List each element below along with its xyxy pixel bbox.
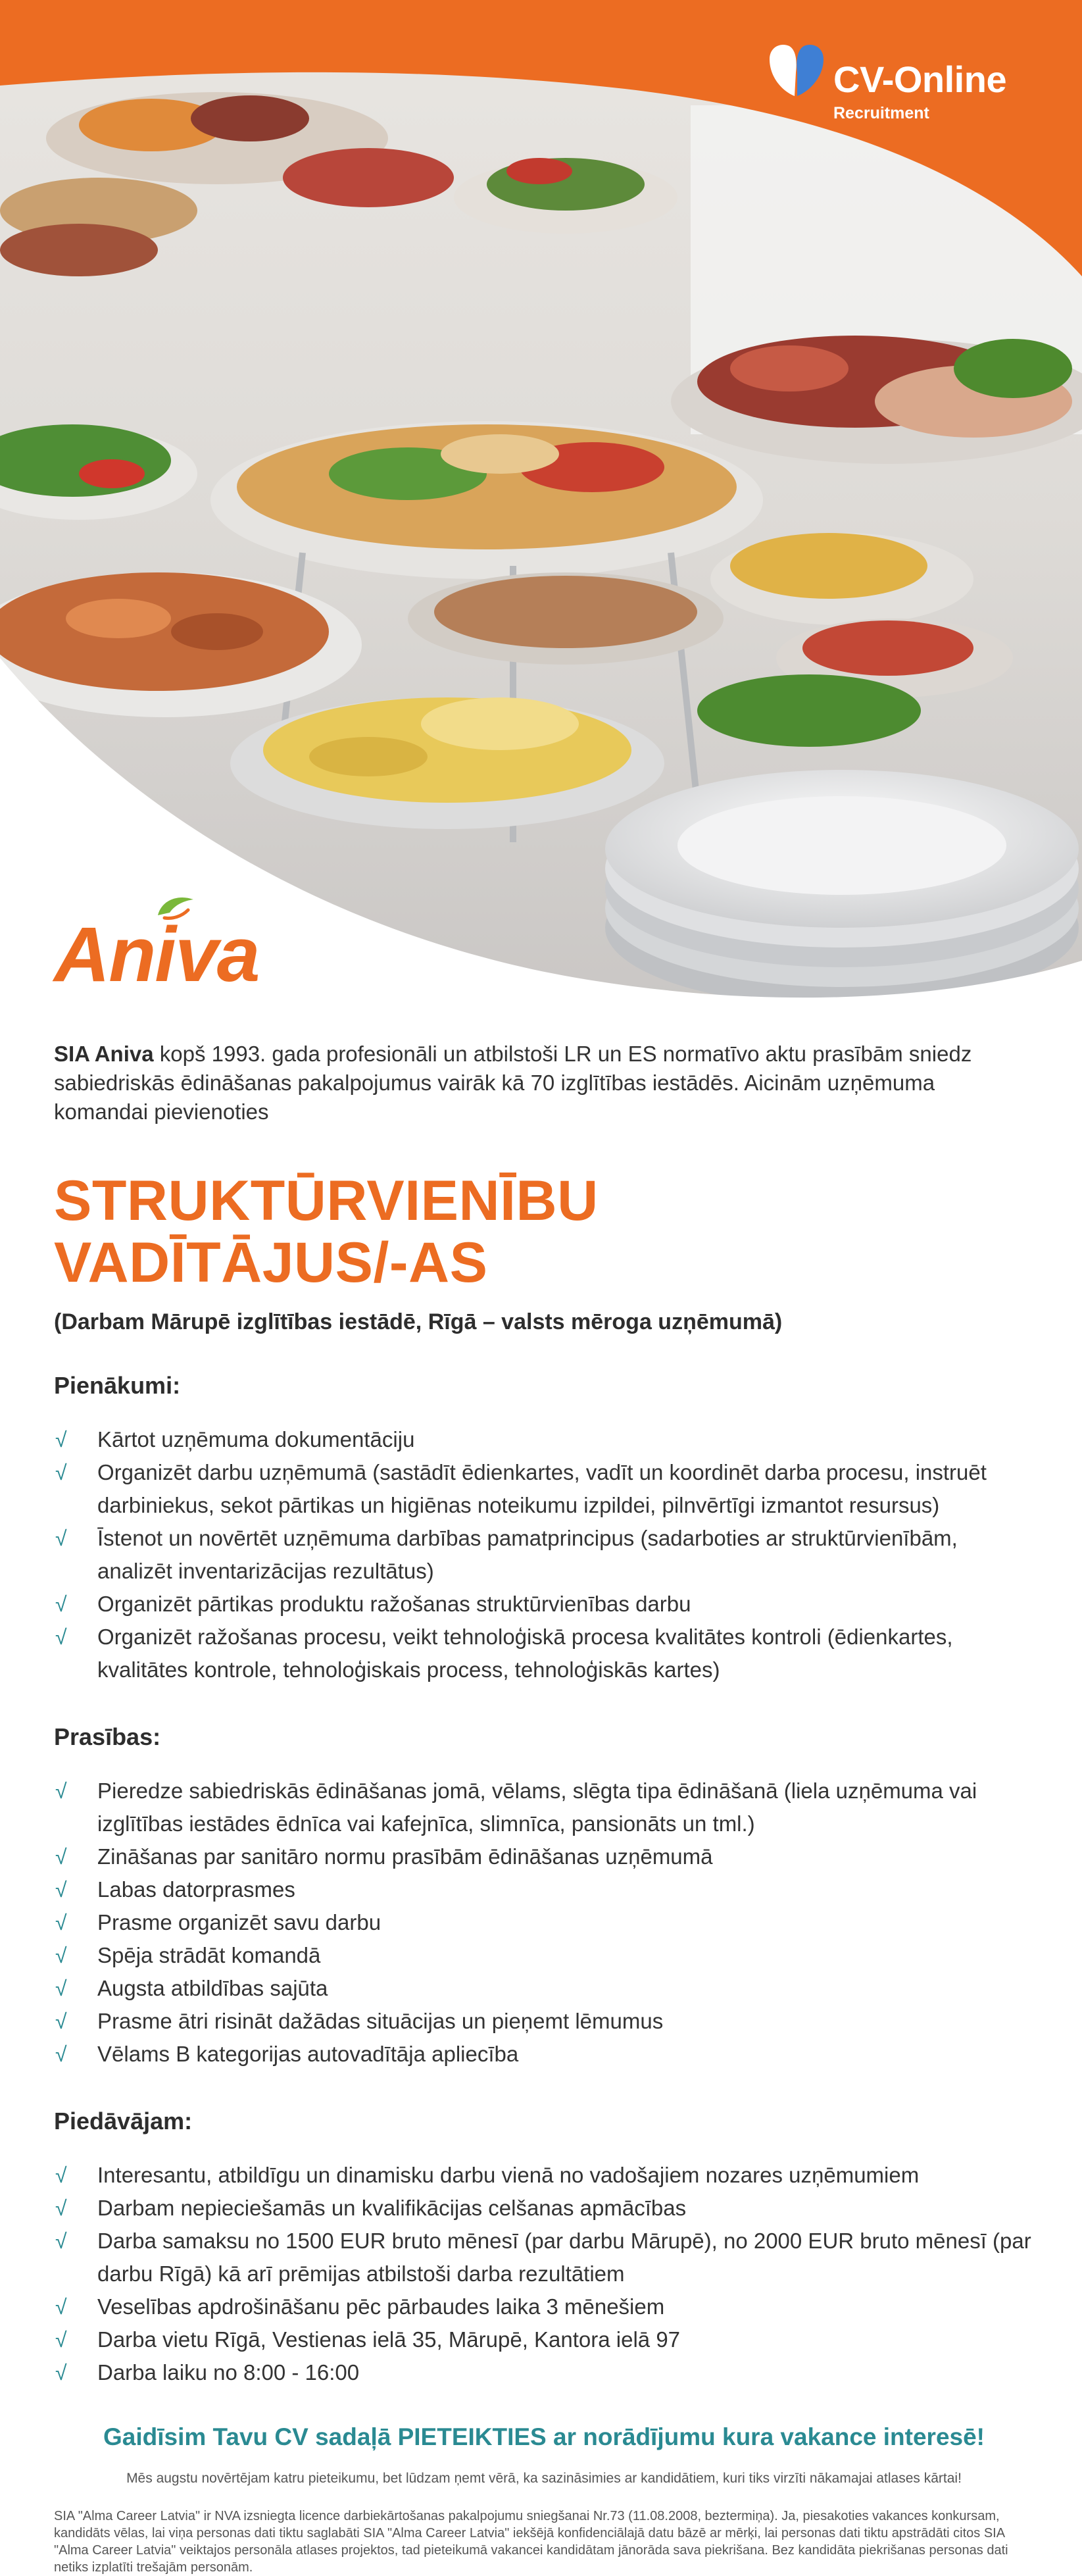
company-intro xyxy=(54,1040,1034,1126)
check-icon: √ xyxy=(55,1977,67,2000)
brand-subtitle: Recruitment xyxy=(833,104,929,122)
check-icon: √ xyxy=(55,2009,67,2033)
requirements-list xyxy=(54,1775,1034,2071)
requirements-heading: Prasības: xyxy=(54,1723,161,1750)
list-item: √ Darba samaksu no 1500 EUR bruto mēnesī (par darbu Mārupē), no 2000 EUR bruto mēnesī (par darbu Rīgā) kā arī prēmijas atbilstoši darba rezultātiem xyxy=(54,2225,1034,2290)
list-item: √ Vēlams B kategorijas autovadītāja apliecība xyxy=(54,2038,1034,2071)
duties-heading: Pienākumi: xyxy=(54,1372,181,1399)
apply-call-to-action: Gaidīsim Tavu CV sadaļā PIETEIKTIES ar norādījumu kura vakance interesē! xyxy=(103,2423,985,2450)
job-location-subtitle: (Darbam Mārupē izglītības iestādē, Rīgā – valsts mēroga uzņēmumā) xyxy=(54,1309,783,1334)
company-name: SIA Aniva xyxy=(54,1042,154,1066)
check-icon: √ xyxy=(55,2361,67,2385)
check-icon: √ xyxy=(55,1878,67,1902)
list-item: √ Veselības apdrošināšanu pēc pārbaudes laika 3 mēnešiem xyxy=(54,2290,1034,2323)
job-title-line-2: VADĪTĀJUS/-AS xyxy=(54,1231,488,1294)
list-item: √ Kārtot uzņēmuma dokumentāciju xyxy=(54,1423,1034,1456)
selection-note: Mēs augstu novērtējam katru pieteikumu, bet lūdzam ņemt vērā, ka sazināsimies ar kandidātiem, kuri tiks virzīti nākamajai atlases kārtai! xyxy=(126,2471,962,2486)
list-item: √ Organizēt darbu uzņēmumā (sastādīt ēdienkartes, vadīt un koordinēt darba procesu, instruēt darbiniekus, sekot pārtikas un higiēnas noteikumu izpildei, pilnvērtīgi izmantot resursus) xyxy=(54,1456,1034,1522)
offer-list xyxy=(54,2159,1034,2389)
catering-buffet-photo xyxy=(0,0,1082,1026)
list-item: √ Pieredze sabiedriskās ēdināšanas jomā, vēlams, slēgta tipa ēdināšanā (liela uzņēmuma vai izglītības iestādes ēdnīca vai kafejnīca, slimnīca, pansionāts un tml.) xyxy=(54,1775,1034,1840)
check-icon: √ xyxy=(55,2295,67,2319)
list-item: √ Darbam nepieciešamās un kvalifikācijas celšanas apmācības xyxy=(54,2192,1034,2225)
aniva-logo xyxy=(54,892,304,997)
duties-list xyxy=(54,1423,1034,1686)
list-item: √ Īstenot un novērtēt uzņēmuma darbības pamatprincipus (sadarboties ar struktūrvienībām, analizēt inventarizācijas rezultātus) xyxy=(54,1522,1034,1588)
hero-banner xyxy=(0,0,1082,1026)
check-icon: √ xyxy=(55,2042,67,2066)
legal-disclaimer: SIA "Alma Career Latvia" ir NVA izsniegta licence darbiekārtošanas pakalpojumu sniegšanai Nr.73 (11.08.2008, beztermiņa). Ja, piesakoties vakances konkursam, kandidāts vēlas, lai viņa personas dati tiktu saglabāti SIA "Alma Career Latvia" iekšējā konfidenciālajā datu bāzē ar mērķi, lai personas dati tiktu apstrādāti citos SIA "Alma Career Latvia" veiktajos personāla atlases projektos, tad pieteikumā vakancei kandidātam jānorāda sava piekrišana. Bez kandidāta piekrišanas personas dati netiks izplatīti trešajām personām. xyxy=(54,2509,1008,2575)
check-icon: √ xyxy=(55,2328,67,2352)
check-icon: √ xyxy=(55,2229,67,2253)
check-icon: √ xyxy=(55,1625,67,1649)
job-title-line-1: STRUKTŪRVIENĪBU xyxy=(54,1169,599,1232)
check-icon: √ xyxy=(55,1592,67,1616)
list-item: √ Augsta atbildības sajūta xyxy=(54,1972,1034,2005)
cv-online-logo xyxy=(763,38,1039,130)
check-icon: √ xyxy=(55,2196,67,2220)
cv-online-logo-icon xyxy=(763,38,829,104)
brand-name: CV-Online xyxy=(833,59,1007,100)
list-item: √ Prasme organizēt savu darbu xyxy=(54,1906,1034,1939)
offer-heading: Piedāvājam: xyxy=(54,2108,193,2134)
list-item: √ Spēja strādāt komandā xyxy=(54,1939,1034,1972)
list-item: √ Zināšanas par sanitāro normu prasībām ēdināšanas uzņēmumā xyxy=(54,1840,1034,1873)
list-item: √ Darba laiku no 8:00 - 16:00 xyxy=(54,2356,1034,2389)
check-icon: √ xyxy=(55,1944,67,1967)
check-icon: √ xyxy=(55,1461,67,1484)
check-icon: √ xyxy=(55,1845,67,1869)
check-icon: √ xyxy=(55,1779,67,1803)
job-ad-content xyxy=(54,1040,1034,2576)
list-item: √ Organizēt ražošanas procesu, veikt tehnoloģiskā procesa kvalitātes kontroli (ēdienkartes, kvalitātes kontrole, tehnoloģiskais process, tehnoloģiskās kartes) xyxy=(54,1621,1034,1686)
check-icon: √ xyxy=(55,1527,67,1550)
list-item: √ Darba vietu Rīgā, Vestienas ielā 35, Mārupē, Kantora ielā 97 xyxy=(54,2323,1034,2356)
company-intro-text: kopš 1993. gada profesionāli un atbilstoši LR un ES normatīvo aktu prasībām sniedz sabiedriskās ēdināšanas pakalpojumus vairāk kā 70 izglītības iestādēs. Aicinām uzņēmuma komandai pievienoties xyxy=(54,1042,972,1124)
check-icon: √ xyxy=(55,1911,67,1934)
list-item: √ Organizēt pārtikas produktu ražošanas struktūrvienības darbu xyxy=(54,1588,1034,1621)
check-icon: √ xyxy=(55,1428,67,1452)
list-item: √ Interesantu, atbildīgu un dinamisku darbu vienā no vadošajiem nozares uzņēmumiem xyxy=(54,2159,1034,2192)
list-item: √ Labas datorprasmes xyxy=(54,1873,1034,1906)
job-title xyxy=(54,1170,1034,1294)
list-item: √ Prasme ātri risināt dažādas situācijas un pieņemt lēmumus xyxy=(54,2005,1034,2038)
aniva-logo-text: Aniva xyxy=(54,911,259,998)
check-icon: √ xyxy=(55,2163,67,2187)
